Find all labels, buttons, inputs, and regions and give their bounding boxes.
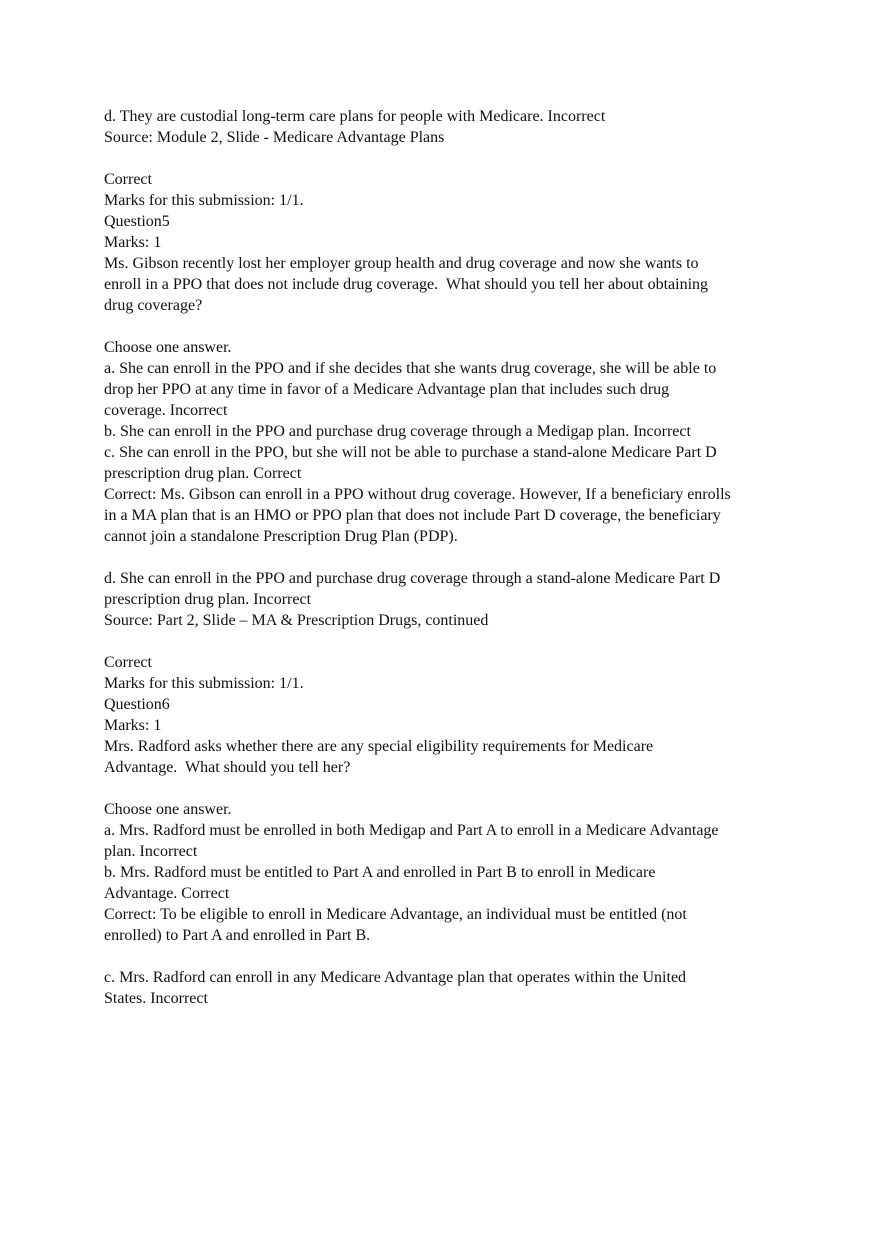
- question-6: [104, 652, 794, 1009]
- answer-option-c: c. She can enroll in the PPO, but she will not be able to purchase a stand-alone Medicare Part D: [104, 444, 717, 461]
- spacer: [104, 148, 794, 169]
- answer-option-b: b. Mrs. Radford must be entitled to Part A and enrolled in Part B to enroll in Medicare: [104, 864, 656, 881]
- answer-feedback: Correct: Ms. Gibson can enroll in a PPO without drug coverage. However, If a beneficiary enrolls: [104, 486, 731, 503]
- answer-option-c: States. Incorrect: [104, 990, 208, 1007]
- question-label: Question5: [104, 213, 170, 230]
- result-status: Correct: [104, 654, 152, 671]
- answer-option-c: c. Mrs. Radford can enroll in any Medicare Advantage plan that operates within the United: [104, 969, 687, 986]
- submission-marks: Marks for this submission: 1/1.: [104, 675, 304, 692]
- answer-feedback: Correct: To be eligible to enroll in Medicare Advantage, an individual must be entitled (not: [104, 906, 687, 923]
- answer-option-d: prescription drug plan. Incorrect: [104, 591, 312, 608]
- answer-option-d: d. They are custodial long-term care plans for people with Medicare. Incorrect: [104, 108, 606, 125]
- result-status: Correct: [104, 171, 152, 188]
- question-label: Question6: [104, 696, 170, 713]
- question-text: enroll in a PPO that does not include drug coverage. What should you tell her about obtaining: [104, 276, 709, 293]
- previous-question-tail: [104, 106, 794, 148]
- answer-option-a: drop her PPO at any time in favor of a Medicare Advantage plan that includes such drug: [104, 381, 670, 398]
- answer-option-a: plan. Incorrect: [104, 843, 198, 860]
- answer-option-a: a. She can enroll in the PPO and if she decides that she wants drug coverage, she will be able to: [104, 360, 717, 377]
- spacer: [104, 778, 794, 799]
- question-text: drug coverage?: [104, 297, 203, 314]
- choose-instruction: Choose one answer.: [104, 339, 232, 356]
- question-text: Advantage. What should you tell her?: [104, 759, 351, 776]
- spacer: [104, 946, 794, 967]
- question-text: Ms. Gibson recently lost her employer group health and drug coverage and now she wants to: [104, 255, 699, 272]
- answer-option-b: b. She can enroll in the PPO and purchase drug coverage through a Medigap plan. Incorrect: [104, 423, 691, 440]
- answer-feedback: cannot join a standalone Prescription Drug Plan (PDP).: [104, 528, 458, 545]
- question-5: [104, 169, 794, 631]
- spacer: [104, 547, 794, 568]
- spacer: [104, 316, 794, 337]
- answer-feedback: enrolled) to Part A and enrolled in Part B.: [104, 927, 371, 944]
- answer-feedback: in a MA plan that is an HMO or PPO plan that does not include Part D coverage, the beneficiary: [104, 507, 721, 524]
- spacer: [104, 631, 794, 652]
- source-reference: Source: Part 2, Slide – MA & Prescription Drugs, continued: [104, 612, 489, 629]
- question-text: Mrs. Radford asks whether there are any special eligibility requirements for Medicare: [104, 738, 654, 755]
- submission-marks: Marks for this submission: 1/1.: [104, 192, 304, 209]
- question-marks: Marks: 1: [104, 234, 162, 251]
- answer-option-a: a. Mrs. Radford must be enrolled in both Medigap and Part A to enroll in a Medicare Advantage: [104, 822, 719, 839]
- choose-instruction: Choose one answer.: [104, 801, 232, 818]
- answer-option-b: Advantage. Correct: [104, 885, 230, 902]
- document-content: [104, 106, 794, 1009]
- source-reference: Source: Module 2, Slide - Medicare Advantage Plans: [104, 129, 445, 146]
- answer-option-a: coverage. Incorrect: [104, 402, 228, 419]
- question-marks: Marks: 1: [104, 717, 162, 734]
- answer-option-c: prescription drug plan. Correct: [104, 465, 302, 482]
- answer-option-d: d. She can enroll in the PPO and purchase drug coverage through a stand-alone Medicare Part D: [104, 570, 721, 587]
